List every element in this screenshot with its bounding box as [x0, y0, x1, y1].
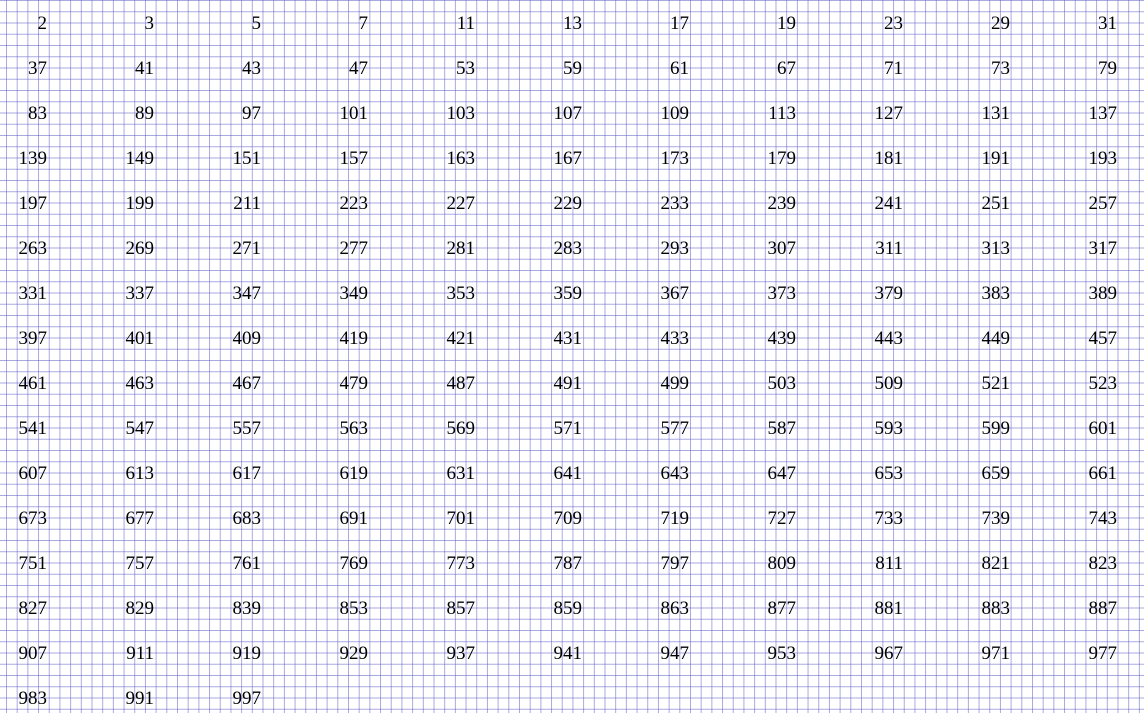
prime-number-cell: 131 — [981, 103, 1010, 124]
prime-number-cell: 3 — [144, 13, 154, 34]
prime-number-cell: 877 — [767, 598, 796, 619]
prime-number-cell: 577 — [660, 418, 689, 439]
prime-number-cell: 317 — [1088, 238, 1117, 259]
prime-number-cell: 101 — [339, 103, 368, 124]
prime-number-cell: 983 — [18, 688, 47, 709]
prime-number-cell: 811 — [875, 553, 903, 574]
prime-number-cell: 479 — [339, 373, 368, 394]
prime-number-cell: 283 — [553, 238, 582, 259]
prime-number-cell: 661 — [1088, 463, 1117, 484]
prime-number-cell: 563 — [339, 418, 368, 439]
prime-number-cell: 701 — [446, 508, 475, 529]
prime-number-cell: 367 — [660, 283, 689, 304]
prime-number-cell: 11 — [456, 13, 475, 34]
prime-number-cell: 857 — [446, 598, 475, 619]
prime-number-cell: 541 — [18, 418, 47, 439]
prime-number-cell: 353 — [446, 283, 475, 304]
prime-number-cell: 211 — [233, 193, 261, 214]
prime-number-cell: 421 — [446, 328, 475, 349]
prime-number-cell: 97 — [242, 103, 261, 124]
prime-number-cell: 607 — [18, 463, 47, 484]
prime-number-cell: 263 — [18, 238, 47, 259]
prime-number-cell: 73 — [991, 58, 1010, 79]
prime-number-cell: 643 — [660, 463, 689, 484]
prime-number-cell: 149 — [125, 148, 154, 169]
prime-number-cell: 239 — [767, 193, 796, 214]
prime-number-cell: 397 — [18, 328, 47, 349]
prime-number-cell: 673 — [18, 508, 47, 529]
prime-number-cell: 617 — [232, 463, 261, 484]
prime-number-cell: 197 — [18, 193, 47, 214]
prime-number-cell: 2 — [37, 13, 47, 34]
prime-number-cell: 499 — [660, 373, 689, 394]
prime-number-cell: 439 — [767, 328, 796, 349]
prime-number-cell: 37 — [28, 58, 47, 79]
prime-number-cell: 809 — [767, 553, 796, 574]
prime-number-cell: 677 — [125, 508, 154, 529]
prime-number-cell: 601 — [1088, 418, 1117, 439]
prime-number-cell: 389 — [1088, 283, 1117, 304]
prime-number-cell: 31 — [1098, 13, 1117, 34]
prime-number-cell: 193 — [1088, 148, 1117, 169]
prime-number-cell: 419 — [339, 328, 368, 349]
prime-number-cell: 571 — [553, 418, 582, 439]
prime-number-cell: 67 — [777, 58, 796, 79]
prime-number-cell: 761 — [232, 553, 261, 574]
prime-number-cell: 227 — [446, 193, 475, 214]
prime-number-cell: 109 — [660, 103, 689, 124]
prime-number-cell: 647 — [767, 463, 796, 484]
prime-number-cell: 569 — [446, 418, 475, 439]
prime-number-cell: 379 — [874, 283, 903, 304]
prime-number-cell: 641 — [553, 463, 582, 484]
prime-number-cell: 751 — [18, 553, 47, 574]
prime-number-cell: 107 — [553, 103, 582, 124]
prime-number-cell: 191 — [981, 148, 1010, 169]
prime-number-cell: 269 — [125, 238, 154, 259]
prime-number-cell: 383 — [981, 283, 1010, 304]
prime-number-cell: 173 — [660, 148, 689, 169]
prime-number-cell: 461 — [18, 373, 47, 394]
prime-number-cell: 449 — [981, 328, 1010, 349]
prime-number-cell: 487 — [446, 373, 475, 394]
prime-number-cell: 281 — [446, 238, 475, 259]
prime-number-cell: 821 — [981, 553, 1010, 574]
prime-number-cell: 653 — [874, 463, 903, 484]
prime-number-cell: 773 — [446, 553, 475, 574]
prime-number-cell: 103 — [446, 103, 475, 124]
prime-number-cell: 331 — [18, 283, 47, 304]
prime-number-cell: 859 — [553, 598, 582, 619]
prime-number-cell: 19 — [777, 13, 796, 34]
prime-number-cell: 83 — [28, 103, 47, 124]
prime-number-cell: 181 — [874, 148, 903, 169]
prime-number-cell: 311 — [875, 238, 903, 259]
prime-number-cell: 941 — [553, 643, 582, 664]
prime-number-cell: 151 — [232, 148, 261, 169]
prime-number-cell: 467 — [232, 373, 261, 394]
prime-number-cell: 163 — [446, 148, 475, 169]
prime-number-cell: 13 — [563, 13, 582, 34]
prime-number-cell: 593 — [874, 418, 903, 439]
prime-number-cell: 313 — [981, 238, 1010, 259]
prime-number-cell: 127 — [874, 103, 903, 124]
prime-number-cell: 241 — [874, 193, 903, 214]
prime-number-cell: 229 — [553, 193, 582, 214]
prime-number-cell: 883 — [981, 598, 1010, 619]
prime-number-cell: 991 — [125, 688, 154, 709]
prime-number-cell: 839 — [232, 598, 261, 619]
prime-number-cell: 521 — [981, 373, 1010, 394]
prime-number-cell: 293 — [660, 238, 689, 259]
prime-number-cell: 503 — [767, 373, 796, 394]
prime-number-cell: 167 — [553, 148, 582, 169]
prime-number-cell: 233 — [660, 193, 689, 214]
prime-number-cell: 823 — [1088, 553, 1117, 574]
prime-number-cell: 307 — [767, 238, 796, 259]
prime-number-cell: 797 — [660, 553, 689, 574]
prime-number-cell: 47 — [349, 58, 368, 79]
prime-number-cell: 947 — [660, 643, 689, 664]
prime-number-cell: 733 — [874, 508, 903, 529]
prime-number-cell: 257 — [1088, 193, 1117, 214]
prime-number-cell: 971 — [981, 643, 1010, 664]
prime-number-cell: 727 — [767, 508, 796, 529]
prime-number-cell: 659 — [981, 463, 1010, 484]
prime-number-cell: 251 — [981, 193, 1010, 214]
prime-number-cell: 463 — [125, 373, 154, 394]
prime-number-cell: 907 — [18, 643, 47, 664]
prime-number-cell: 599 — [981, 418, 1010, 439]
prime-number-cell: 977 — [1088, 643, 1117, 664]
prime-number-cell: 431 — [553, 328, 582, 349]
prime-number-cell: 587 — [767, 418, 796, 439]
prime-number-cell: 137 — [1088, 103, 1117, 124]
prime-number-cell: 937 — [446, 643, 475, 664]
prime-number-cell: 491 — [553, 373, 582, 394]
prime-number-cell: 59 — [563, 58, 582, 79]
prime-number-cell: 683 — [232, 508, 261, 529]
prime-number-cell: 787 — [553, 553, 582, 574]
prime-number-cell: 739 — [981, 508, 1010, 529]
prime-number-cell: 337 — [125, 283, 154, 304]
prime-number-cell: 547 — [125, 418, 154, 439]
prime-number-cell: 277 — [339, 238, 368, 259]
prime-number-cell: 881 — [874, 598, 903, 619]
prime-number-cell: 409 — [232, 328, 261, 349]
prime-number-cell: 433 — [660, 328, 689, 349]
prime-number-cell: 757 — [125, 553, 154, 574]
prime-number-cell: 41 — [135, 58, 154, 79]
prime-number-cell: 71 — [884, 58, 903, 79]
prime-number-cell: 523 — [1088, 373, 1117, 394]
prime-number-cell: 967 — [874, 643, 903, 664]
prime-number-cell: 53 — [456, 58, 475, 79]
prime-number-cell: 113 — [768, 103, 796, 124]
prime-number-cell: 911 — [126, 643, 154, 664]
prime-number-cell: 509 — [874, 373, 903, 394]
prime-number-cell: 5 — [251, 13, 261, 34]
prime-number-cell: 271 — [232, 238, 261, 259]
prime-number-cell: 997 — [232, 688, 261, 709]
prime-number-cell: 223 — [339, 193, 368, 214]
prime-number-cell: 953 — [767, 643, 796, 664]
prime-number-cell: 29 — [991, 13, 1010, 34]
prime-number-cell: 709 — [553, 508, 582, 529]
prime-number-cell: 829 — [125, 598, 154, 619]
prime-number-cell: 347 — [232, 283, 261, 304]
prime-number-cell: 691 — [339, 508, 368, 529]
prime-number-cell: 199 — [125, 193, 154, 214]
prime-number-cell: 769 — [339, 553, 368, 574]
prime-number-cell: 139 — [18, 148, 47, 169]
prime-number-cell: 7 — [358, 13, 368, 34]
prime-number-cell: 863 — [660, 598, 689, 619]
prime-number-cell: 61 — [670, 58, 689, 79]
prime-number-cell: 631 — [446, 463, 475, 484]
prime-number-cell: 827 — [18, 598, 47, 619]
prime-number-cell: 919 — [232, 643, 261, 664]
prime-number-cell: 457 — [1088, 328, 1117, 349]
prime-number-cell: 23 — [884, 13, 903, 34]
prime-number-cell: 613 — [125, 463, 154, 484]
prime-number-cell: 557 — [232, 418, 261, 439]
prime-number-cell: 929 — [339, 643, 368, 664]
prime-number-cell: 743 — [1088, 508, 1117, 529]
prime-number-cell: 157 — [339, 148, 368, 169]
prime-number-cell: 359 — [553, 283, 582, 304]
prime-number-cell: 179 — [767, 148, 796, 169]
prime-number-cell: 401 — [125, 328, 154, 349]
prime-number-cell: 373 — [767, 283, 796, 304]
prime-number-cell: 619 — [339, 463, 368, 484]
prime-number-cell: 43 — [242, 58, 261, 79]
prime-number-cell: 887 — [1088, 598, 1117, 619]
prime-number-cell: 853 — [339, 598, 368, 619]
prime-number-cell: 89 — [135, 103, 154, 124]
prime-number-cell: 17 — [670, 13, 689, 34]
prime-number-cell: 79 — [1098, 58, 1117, 79]
prime-number-cell: 349 — [339, 283, 368, 304]
prime-number-cell: 719 — [660, 508, 689, 529]
prime-number-cell: 443 — [874, 328, 903, 349]
